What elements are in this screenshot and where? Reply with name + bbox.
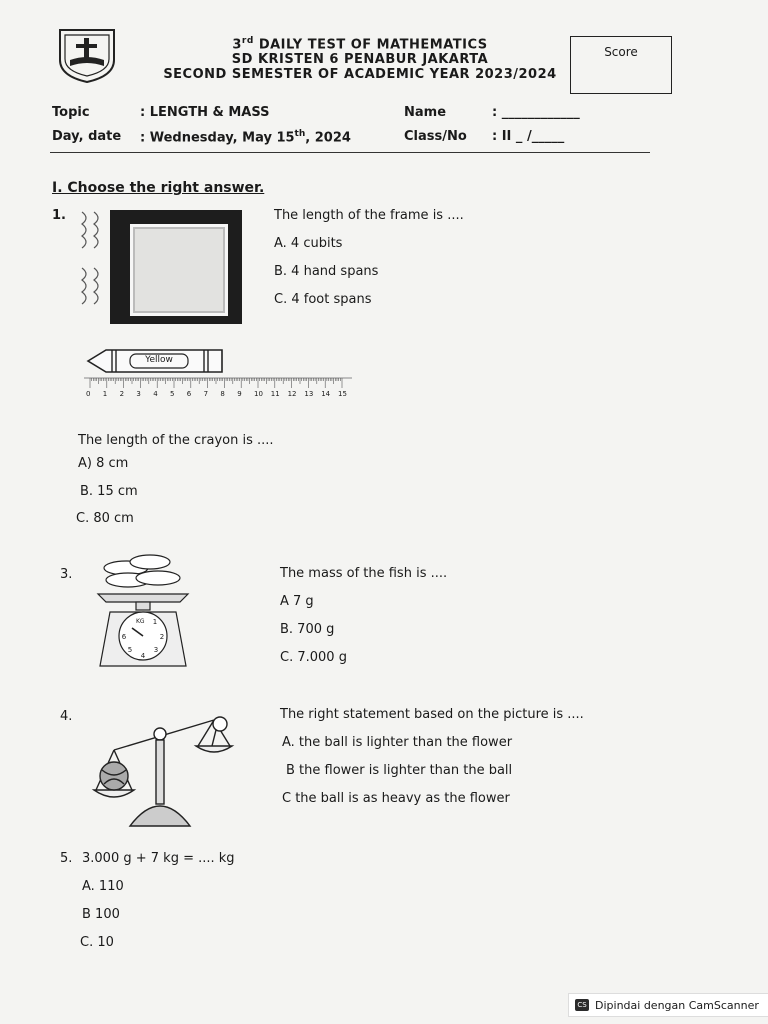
scale-label: KG: [136, 618, 145, 625]
crayon-label: Yellow: [145, 355, 173, 365]
school-logo: [56, 26, 118, 84]
option-c: C. 7.000 g: [280, 650, 347, 665]
ruler-tick-label: 3: [136, 390, 141, 398]
option-a: A. 110: [82, 879, 124, 894]
question-text: The length of the frame is ....: [274, 208, 464, 223]
score-label: Score: [604, 45, 638, 59]
footer-text: Dipindai dengan CamScanner: [595, 998, 759, 1012]
topic-value: : LENGTH & MASS: [140, 105, 270, 120]
option-a: A 7 g: [280, 594, 314, 609]
name-field: : ____________: [492, 105, 580, 120]
question-number: 4.: [60, 709, 73, 724]
svg-text:5: 5: [127, 646, 133, 654]
crayon-figure: [86, 346, 226, 376]
option-c: C. 4 foot spans: [274, 292, 372, 307]
question-text: The right statement based on the picture is ....: [280, 707, 584, 722]
fish-scale-figure: [88, 548, 198, 670]
semester-line: SECOND SEMESTER OF ACADEMIC YEAR 2023/2024: [163, 67, 557, 82]
hand-span-figure: [72, 208, 108, 326]
ruler-tick-label: 2: [119, 390, 125, 398]
option-c: C. 10: [80, 935, 114, 950]
day-value: : Wednesday, May 15th, 2024: [140, 129, 351, 146]
svg-text:3: 3: [153, 646, 159, 654]
section-title: I. Choose the right answer.: [52, 180, 265, 196]
ruler-tick-label: 15: [338, 390, 347, 398]
name-label: Name: [404, 105, 447, 120]
class-label: Class/No: [404, 129, 467, 144]
option-a: A) 8 cm: [78, 456, 129, 471]
ruler-tick-label: 7: [203, 390, 209, 398]
ruler-tick-label: 10: [254, 390, 263, 398]
svg-text:1: 1: [152, 618, 158, 626]
option-c: C. 80 cm: [76, 511, 134, 526]
option-a: A. the ball is lighter than the flower: [282, 735, 513, 750]
header-divider: [50, 152, 650, 153]
ruler-tick-label: 0: [86, 390, 91, 398]
scanner-footer: [568, 993, 768, 1017]
ruler-tick-label: 4: [153, 390, 158, 398]
ruler-tick-label: 5: [170, 390, 175, 398]
topic-label: Topic: [52, 105, 90, 120]
svg-text:4: 4: [140, 652, 146, 660]
option-b: B. 700 g: [280, 622, 335, 637]
school-name: SD KRISTEN 6 PENABUR JAKARTA: [231, 52, 489, 67]
test-title: 3rd DAILY TEST OF MATHEMATICS: [232, 36, 488, 53]
question-text: The mass of the fish is ....: [280, 566, 448, 581]
frame-figure: [110, 210, 242, 324]
ruler-tick-label: 14: [321, 390, 331, 398]
question-number: 3.: [60, 567, 73, 582]
ruler-tick-label: 6: [186, 390, 192, 398]
question-number: 1.: [52, 208, 66, 223]
camscanner-icon: CS: [575, 999, 589, 1011]
ruler-tick-label: 8: [220, 390, 225, 398]
option-b: B the flower is lighter than the ball: [286, 763, 513, 778]
class-field: : II _ /_____: [492, 129, 565, 144]
option-b: B. 4 hand spans: [274, 264, 379, 279]
ruler-tick-label: 11: [270, 390, 280, 398]
option-b: B. 15 cm: [80, 484, 138, 499]
balance-scale-figure: [90, 710, 240, 830]
svg-text:6: 6: [121, 633, 127, 641]
ruler-tick-label: 1: [102, 390, 108, 398]
option-c: C the ball is as heavy as the flower: [282, 791, 510, 806]
day-label: Day, date: [52, 129, 122, 144]
ruler-tick-label: 12: [287, 390, 297, 398]
question-text: 3.000 g + 7 kg = .... kg: [82, 851, 235, 866]
ruler-tick-label: 13: [304, 390, 314, 398]
ruler-tick-label: 9: [237, 390, 242, 398]
question-text: The length of the crayon is ....: [78, 433, 274, 448]
question-number: 5.: [60, 851, 73, 866]
score-box: [570, 36, 672, 94]
svg-text:2: 2: [159, 633, 165, 641]
option-a: A. 4 cubits: [274, 236, 343, 251]
ruler-figure: [84, 376, 352, 406]
option-b: B 100: [82, 907, 120, 922]
